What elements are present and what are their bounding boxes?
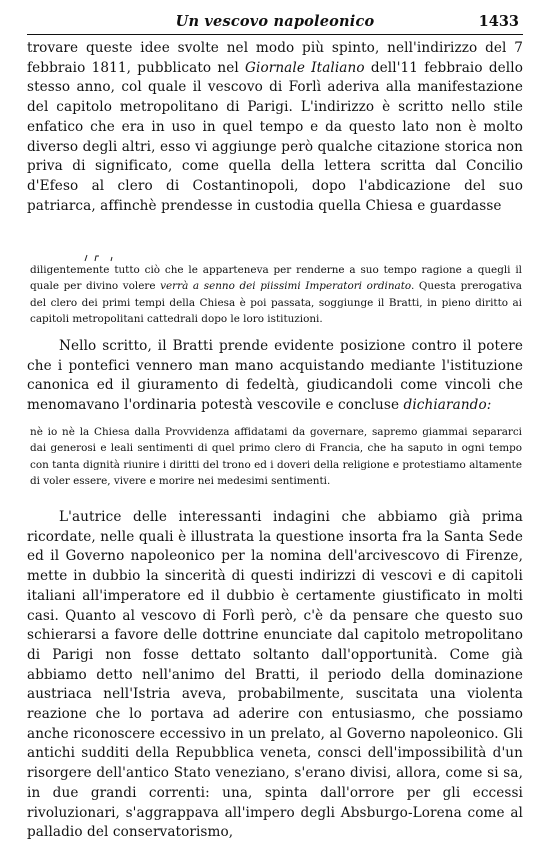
body-paragraph-1	[27, 39, 523, 216]
handwritten-mark	[83, 254, 117, 262]
quote-1-italic: verrà a senno dei piissimi Imperatori ordinato.	[160, 280, 415, 293]
quote-1-text: diligentemente tutto ciò che le apparteneva per renderne a suo tempo ragione a quegli il quale per divino volere	[30, 264, 522, 293]
block-quote-1	[30, 262, 522, 327]
body-paragraph-3	[27, 508, 523, 843]
running-title: Un vescovo napoleonico	[175, 13, 375, 30]
page	[27, 0, 523, 841]
paragraph-1-text: trovare queste idee svolte nel modo più spinto, nell'indirizzo del 7 febbraio 1811, pubblicato nel	[27, 40, 523, 76]
paragraph-2-italic: dichiarando:	[403, 397, 492, 414]
block-quote-2	[30, 424, 522, 489]
body-paragraph-2	[27, 337, 523, 416]
paragraph-2-text: Nello scritto, il Bratti prende evidente posizione contro il potere che i pontefici vennero man mano acquistando mediante l'istituzione canonica ed il giuramento di fedeltà, giudicandoli come vincoli che menomavano l'ordinaria potestà vescovile e concluse	[27, 338, 523, 414]
quote-1-text-cont: Questa prerogativa del clero dei primi tempi della Chiesa è poi passata, soggiunge il Bratti, in pieno diritto ai capitoli metropolitani cattedrali dopo le loro istituzioni.	[30, 280, 522, 325]
running-header	[27, 12, 523, 35]
paragraph-1-text-cont: dell'11 febbraio dello stesso anno, col quale il vescovo di Forlì aderiva alla manifestazione del capitolo metropolitano di Parigi. L'indirizzo è scritto nello stile enfatico che era in uso in quel tempo e da questo lato non è molto diverso degli altri, esso vi aggiunge però qualche citazione storica non priva di significato, come quella della lettera scritta dal Concilio d'Efeso al clero di Costantinopoli, dopo l'abdicazione del suo patriarca, affinchè prendesse in custodia quella Chiesa e guardasse	[27, 59, 523, 214]
journal-title: Giornale Italiano	[245, 59, 365, 76]
page-number: 1433	[478, 13, 519, 30]
paragraph-3-text: L'autrice delle interessanti indagini che abbiamo già prima ricordate, nelle quali è illustrata la questione insorta fra la Santa Sede ed il Governo napoleonico per la nomina dell'arcivescovo di Firenze, mette in dubbio la sincerità di questi indirizzi di vescovi e di capitoli italiani all'imperatore ed il dubbio è certamente giustificato in molti casi. Quanto al vescovo di Forlì però, c'è da pensare che questo suo schierarsi a favore delle dottrine enunciate dal capitolo metropolitano di Parigi non fosse dettato soltanto dall'opportunità. Come già abbiamo detto nell'animo del Bratti, il periodo della dominazione austriaca nell'Istria aveva, probabilmente, suscitata una violenta reazione che lo portava ad aderire con entusiasmo, che possiamo anche riconoscere eccessivo in un prelato, al Governo napoleonico. Gli antichi sudditi della Repubblica veneta, consci dell'impossibilità d'un risorgere dell'antico Stato veneziano, s'erano divisi, allora, come si sa, in due grandi correnti: una, spinta dall'orrore per gli eccessi rivoluzionari, s'aggrappava all'impero degli Absburgo-Lorena come al palladio del conservatorismo,	[27, 509, 523, 841]
quote-2-text: nè io nè la Chiesa dalla Provvidenza affidatami da governare, sapremo giammai separarci dai generosi e leali sentimenti di quel primo clero di Francia, che ha saputo in ogni tempo con tanta dignità riunire i diritti del trono ed i doveri della religione e protestiamo altamente di voler essere, vivere e morire nei medesimi sentimenti.	[30, 426, 522, 487]
